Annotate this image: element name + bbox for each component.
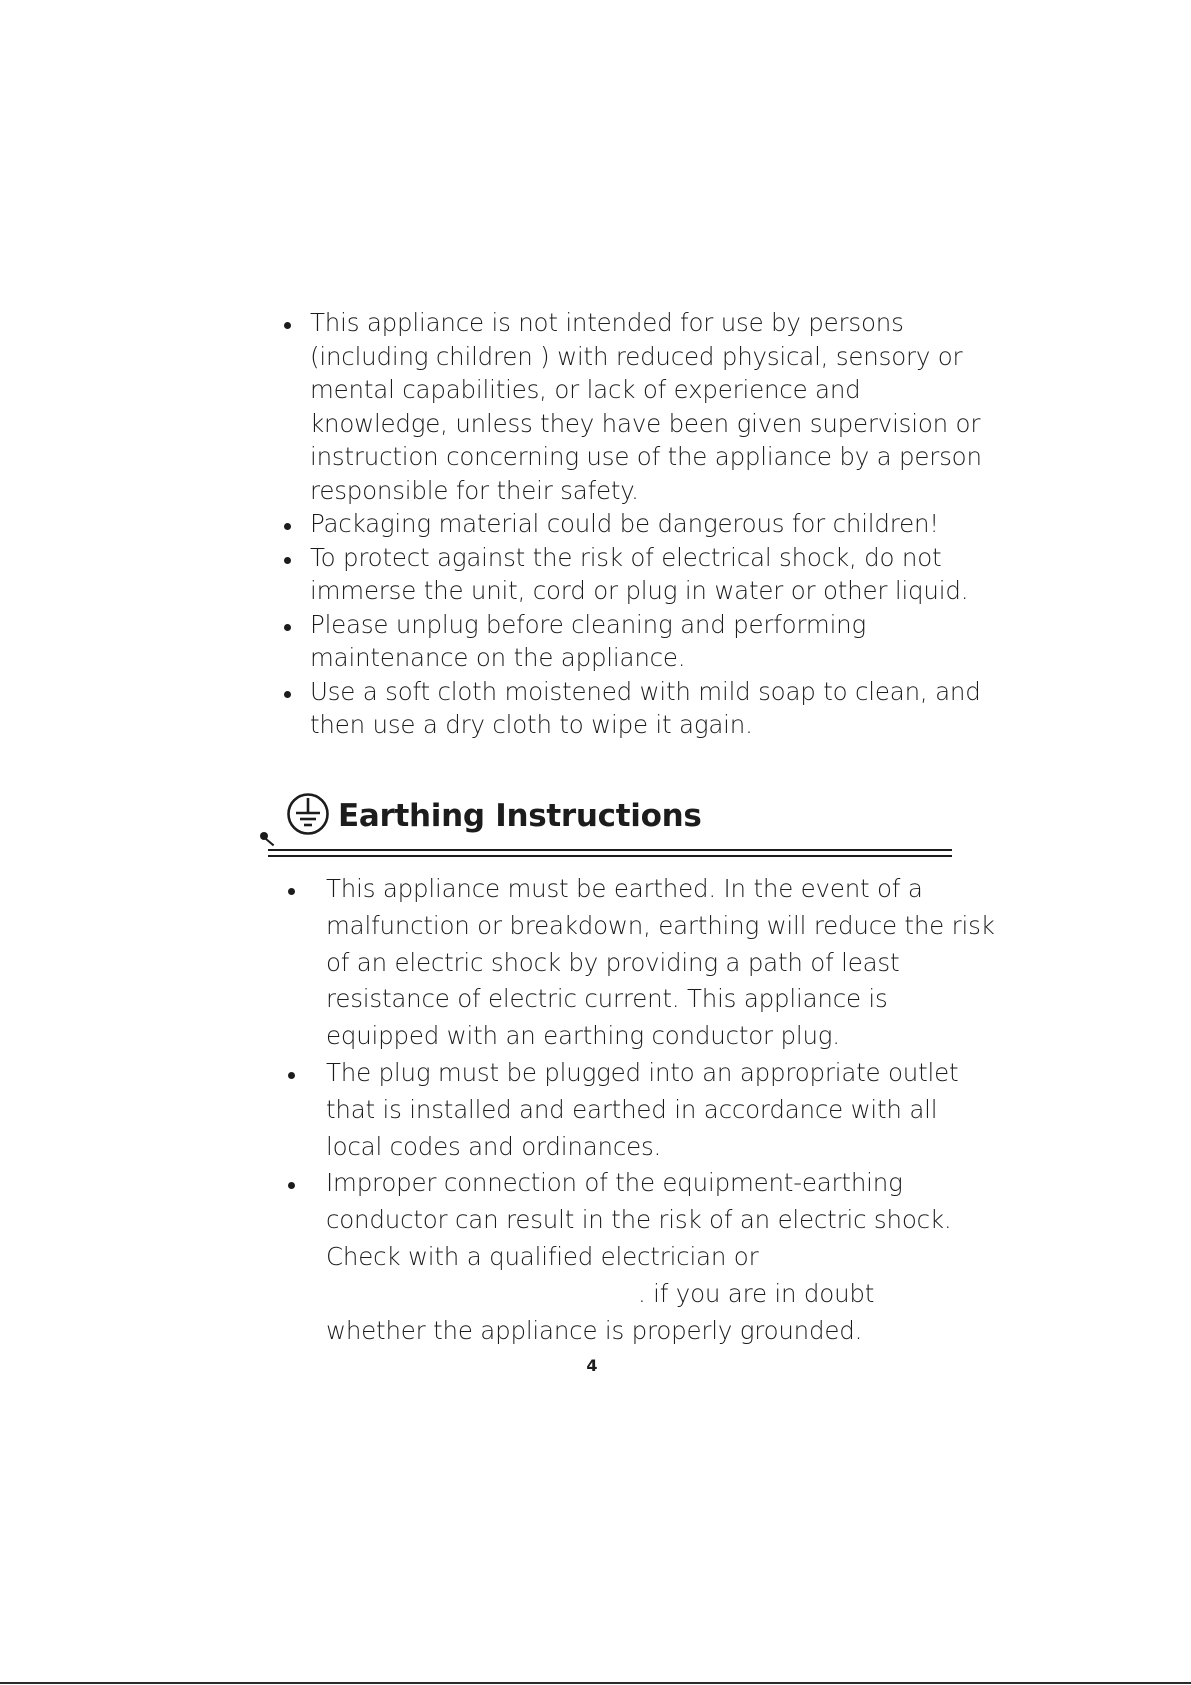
earthing-item-text: The plug must be plugged into an appropriate outlet that is installed and earthed in accordance with all local codes and ordinances.	[326, 1057, 959, 1161]
earthing-heading	[260, 792, 952, 862]
safety-list-item	[280, 507, 1000, 541]
earthing-item-text-last-line: whether the appliance is properly grounded.	[326, 1315, 863, 1345]
earthing-list	[280, 871, 1000, 1349]
earthing-list-item	[280, 1055, 1000, 1165]
safety-list-item	[280, 541, 1000, 608]
safety-item-text: This appliance is not intended for use by persons (including children ) with reduced physical, sensory or mental capabilities, or lack of experience and knowledge, unless they have been given supervision or instruction concerning use of the appliance by a person responsible for their safety.	[310, 308, 982, 505]
earthing-list-item	[280, 1165, 1000, 1349]
bullet-icon	[288, 1182, 295, 1189]
heading-tick-mark	[265, 838, 274, 846]
earthing-list-item	[280, 871, 1000, 1055]
heading-rule-top	[268, 849, 952, 851]
bullet-icon	[284, 624, 291, 631]
heading-rule-bottom	[268, 855, 952, 857]
safety-item-text: Packaging material could be dangerous for children!	[310, 509, 939, 538]
safety-list-item	[280, 608, 1000, 675]
safety-list-item	[280, 675, 1000, 742]
bullet-icon	[284, 691, 291, 698]
bullet-icon	[284, 557, 291, 564]
bottom-edge-line	[0, 1682, 1191, 1684]
safety-list	[280, 306, 1000, 742]
page-number: 4	[586, 1356, 598, 1375]
safety-item-text: Use a soft cloth moistened with mild soap to clean, and then use a dry cloth to wipe it again.	[310, 676, 981, 739]
safety-item-text: Please unplug before cleaning and performing maintenance on the appliance.	[310, 609, 867, 672]
earthing-item-text-gap-line: . if you are in doubt	[638, 1278, 875, 1308]
safety-list-item	[280, 306, 1000, 507]
section-title: Earthing Instructions	[338, 798, 702, 834]
earthing-item-text: This appliance must be earthed. In the event of a malfunction or breakdown, earthing will reduce the risk of an electric shock by providing a path of least resistance of electric current. This appliance is equipped with an earthing conductor plug.	[326, 874, 995, 1051]
earth-ground-icon	[286, 792, 330, 836]
earthing-item-text: Improper connection of the equipment-earthing conductor can result in the risk of an electric shock. Check with a qualified electrician or	[326, 1168, 952, 1271]
bullet-icon	[288, 1072, 295, 1079]
bullet-icon	[288, 888, 295, 895]
bullet-icon	[284, 322, 291, 329]
safety-item-text: To protect against the risk of electrical shock, do not immerse the unit, cord or plug in water or other liquid.	[310, 542, 969, 605]
bullet-icon	[284, 523, 291, 530]
